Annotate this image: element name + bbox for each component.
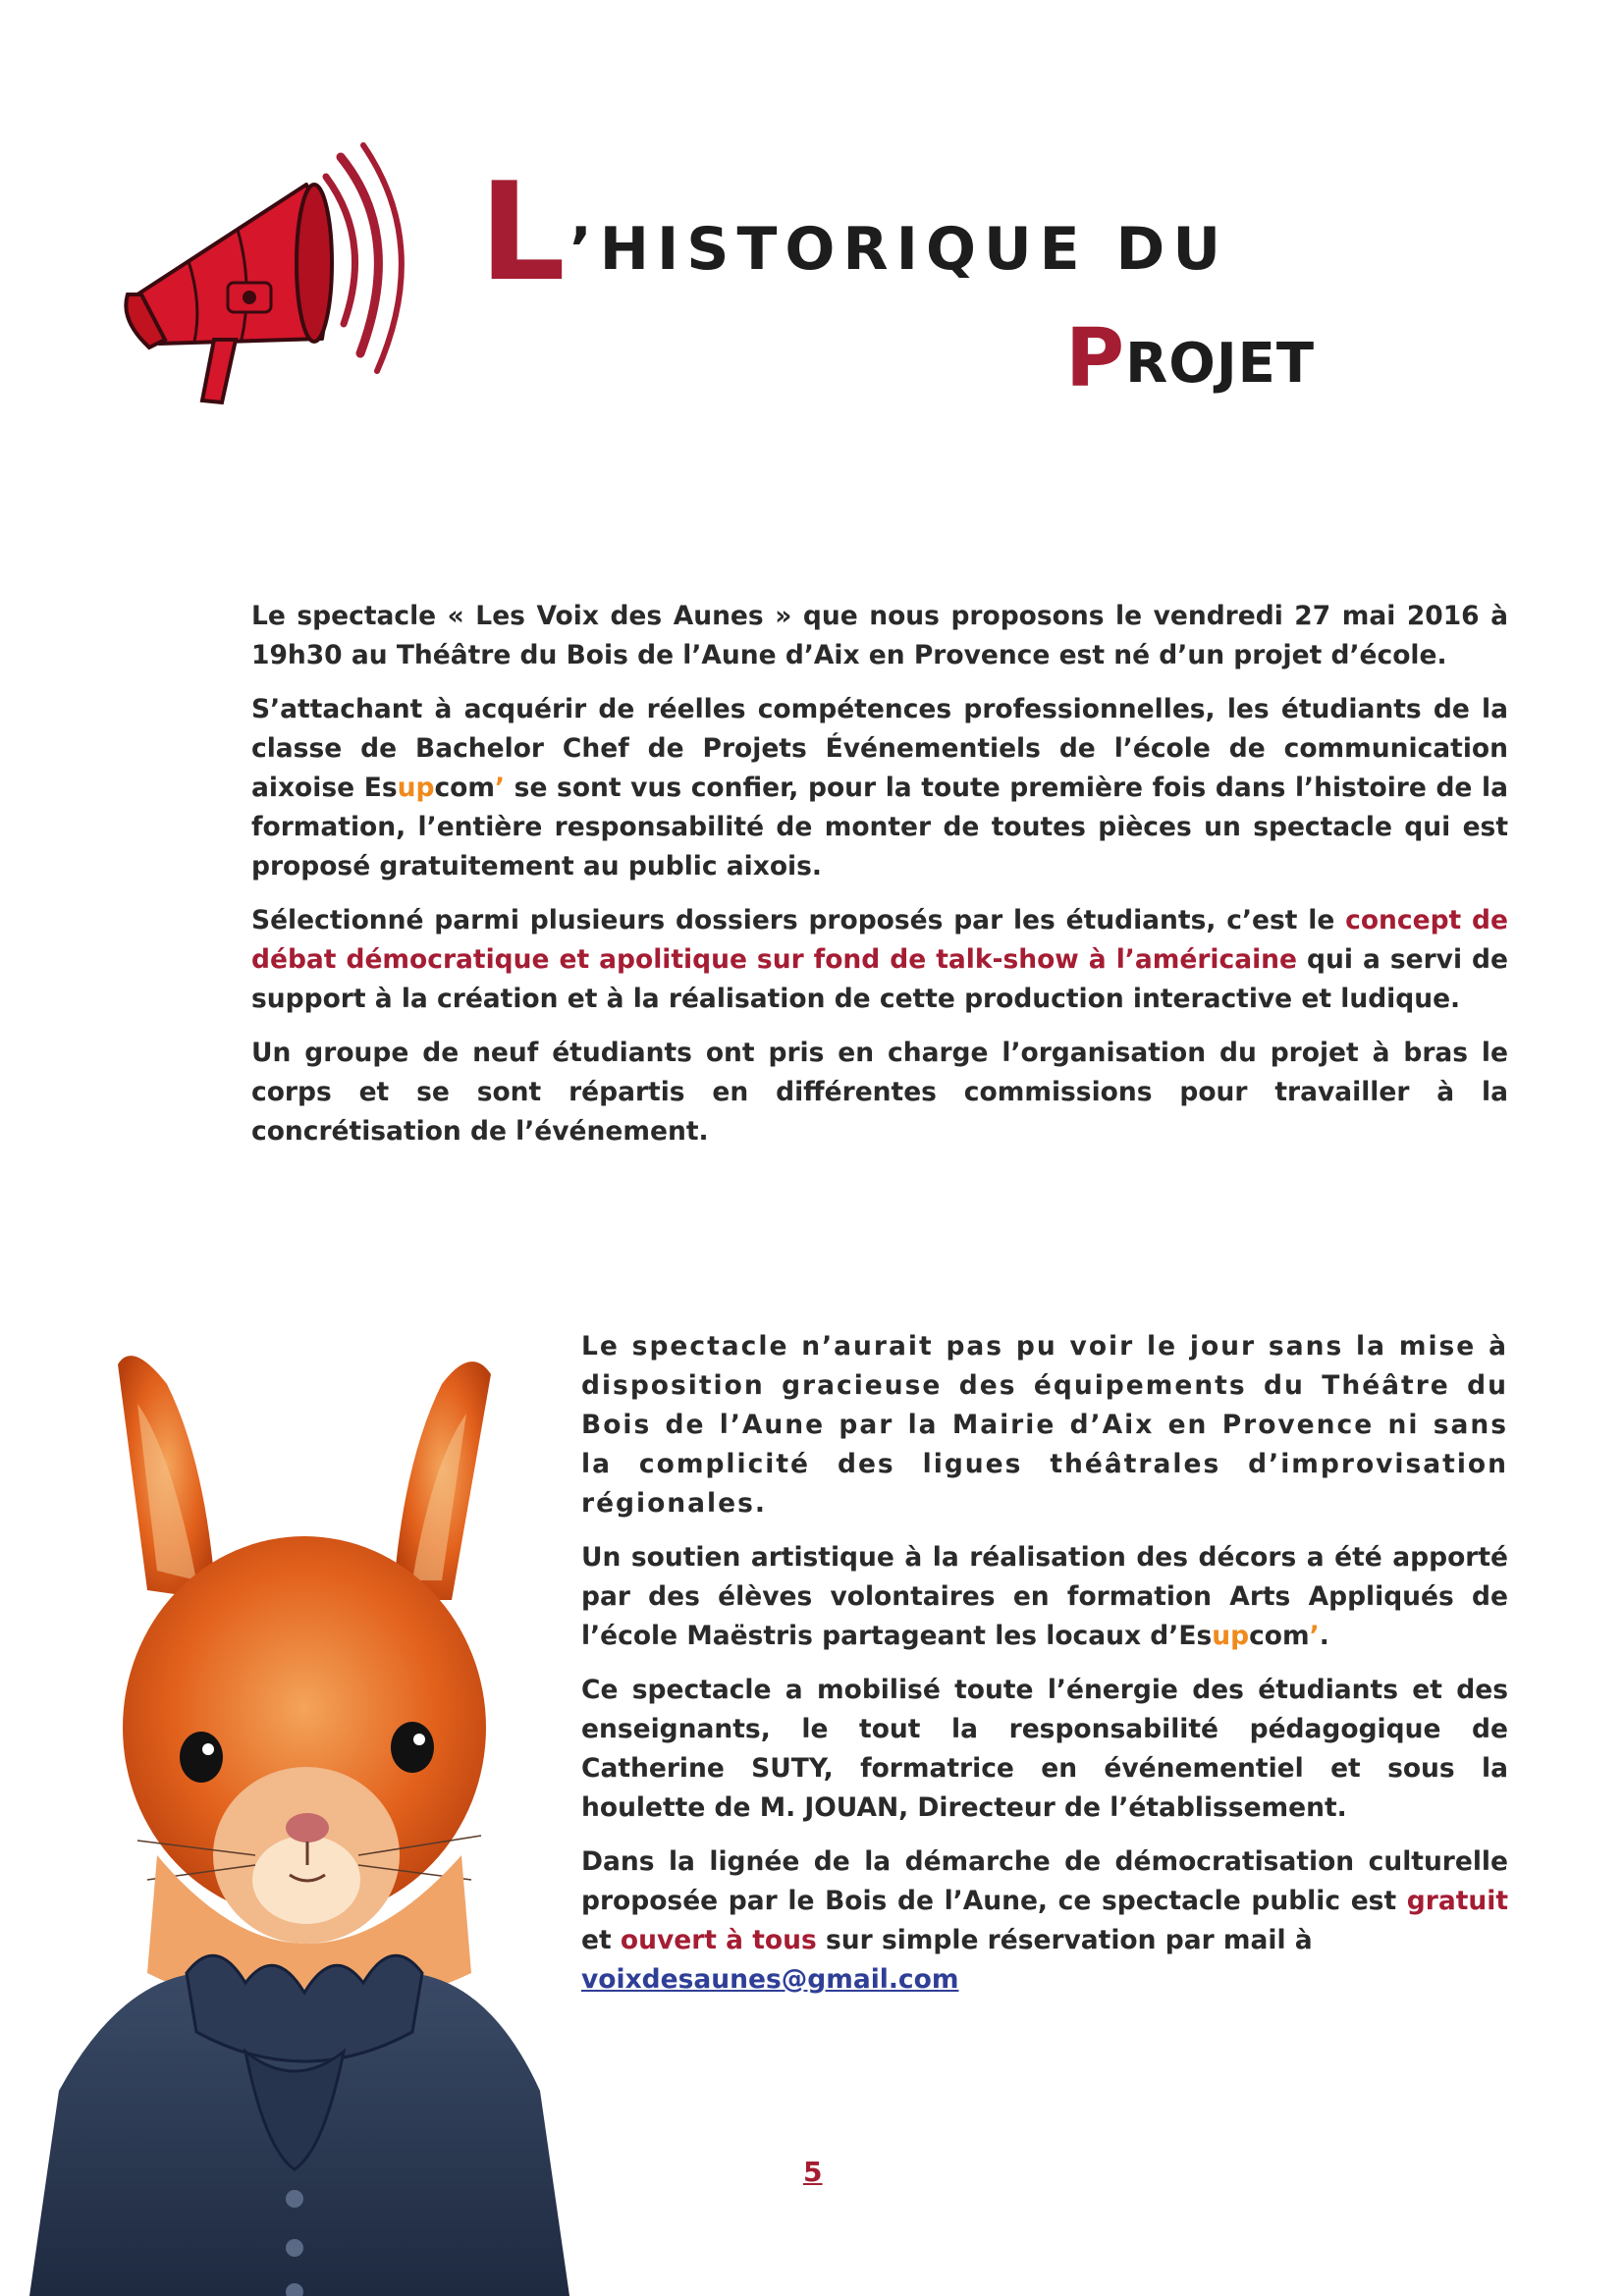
paragraph: Sélectionné parmi plusieurs dossiers proposés par les étudiants, c’est le concept de débat démocratique et apolitique sur fond de talk-show à l’américaine qui a servi de support à la création et à la réalisation de cette production interactive et ludique.	[251, 905, 1508, 1014]
paragraph: S’attachant à acquérir de réelles compétences professionnelles, les étudiants de la classe de Bachelor Chef de Projets Événementiels de l’école de communication aixoise Esupcom’ se sont vus confier, pour la toute première fois dans l’histoire de la formation, l’entière responsabilité de monter de toutes pièces un spectacle qui est proposé gratuitement au public aixois.	[251, 694, 1508, 881]
megaphone-icon	[120, 137, 434, 412]
page-number: 5	[803, 2156, 823, 2188]
paragraph: Le spectacle n’aurait pas pu voir le jour sans la mise à disposition gracieuse des équipements du Théâtre du Bois de l’Aune par la Mairie d’Aix en Provence ni sans la complicité des ligues théâtrales d’improvisation régionales.	[581, 1331, 1508, 1519]
paragraph: Le spectacle « Les Voix des Aunes » que nous proposons le vendredi 27 mai 2016 à 19h30 au Théâtre du Bois de l’Aune d’Aix en Provence est né d’un projet d’école.	[251, 601, 1508, 670]
brand-name: Esupcom’	[363, 773, 506, 803]
paragraph: Ce spectacle a mobilisé toute l’énergie des étudiants et des enseignants, le tout la responsabilité pédagogique de Catherine SUTY, formatrice en événementiel et sous la houlette de M. JOUAN, Directeur de l’établissement.	[581, 1675, 1508, 1823]
title-line2-rest: ROJET	[1125, 332, 1316, 396]
thanks-text-block	[581, 1327, 1508, 2014]
title-apostrophe: ’	[568, 215, 600, 284]
page-title-line2	[1065, 312, 1315, 405]
email-link[interactable]: voixdesaunes@gmail.com	[581, 1964, 959, 1995]
paragraph: Dans la lignée de la démarche de démocratisation culturelle proposée par le Bois de l’Aune, ce spectacle public est gratuit et ouvert à tous sur simple réservation par mail à voixdesaunes@gmail.com	[581, 1846, 1508, 1995]
highlight-free: gratuit	[1406, 1886, 1508, 1916]
intro-text-block	[251, 597, 1508, 1166]
page-title-line1	[479, 153, 1229, 311]
highlight-open: ouvert à tous	[620, 1925, 817, 1955]
title-drop-initial-l: L	[479, 153, 566, 311]
title-drop-initial-p: P	[1065, 312, 1126, 405]
squirrel-illustration	[0, 1345, 569, 2296]
title-line1-rest: HISTORIQUE DU	[599, 215, 1229, 284]
highlighted-concept: concept de débat démocratique et apolitique sur fond de talk-show à l’américaine	[251, 905, 1508, 975]
brand-name: Esupcom’	[1178, 1621, 1320, 1651]
paragraph: Un soutien artistique à la réalisation des décors a été apporté par des élèves volontaires en formation Arts Appliqués de l’école Maëstris partageant les locaux d’Esupcom’.	[581, 1542, 1508, 1651]
paragraph: Un groupe de neuf étudiants ont pris en charge l’organisation du projet à bras le corps et se sont répartis en différentes commissions pour travailler à la concrétisation de l’événement.	[251, 1038, 1508, 1147]
